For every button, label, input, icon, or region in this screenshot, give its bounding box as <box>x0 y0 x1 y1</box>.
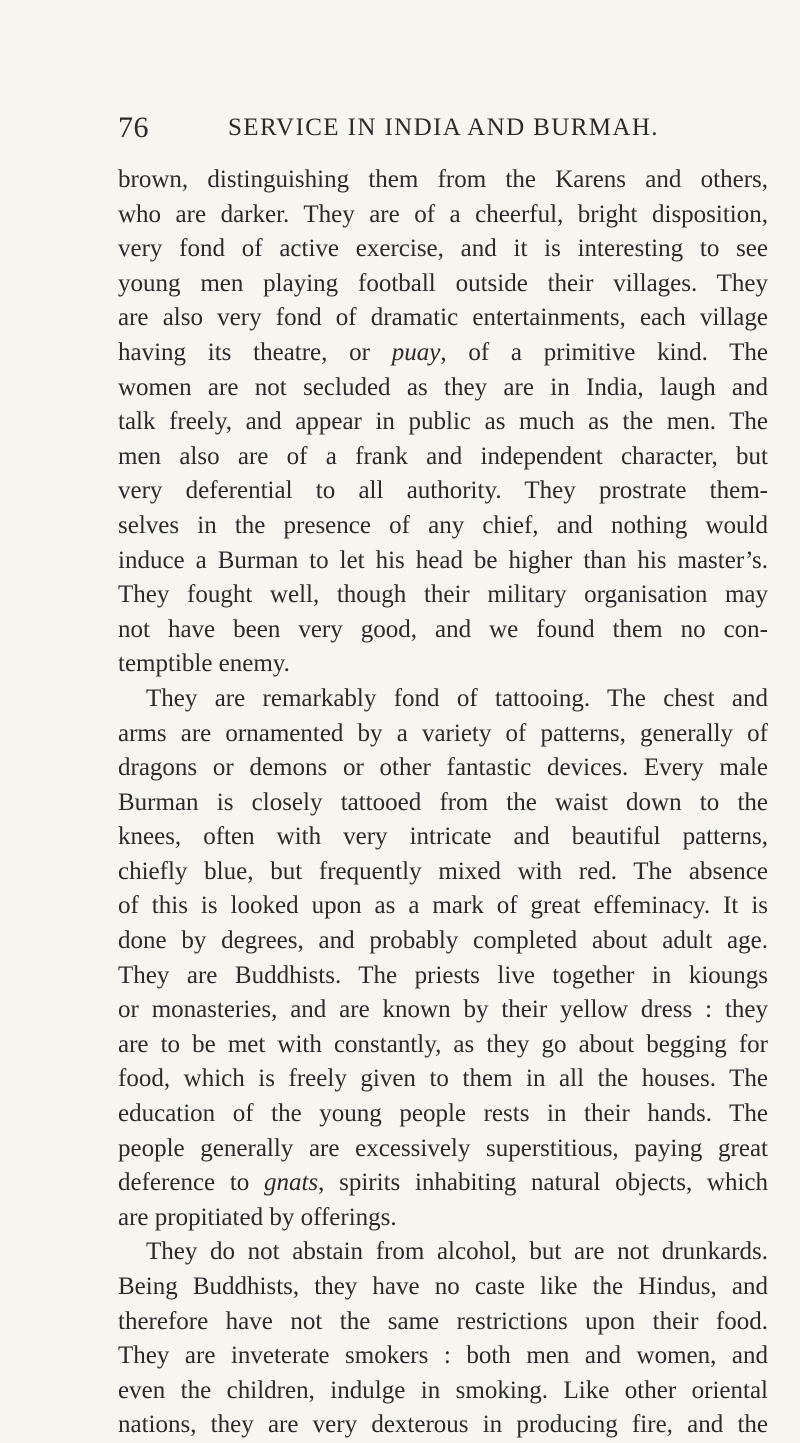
text-span: , of a primitive kind. The <box>440 338 769 366</box>
text-line: people generally are excessively superstitious, paying great <box>118 1134 768 1162</box>
text-line: knees, often with very intricate and beautiful patterns, <box>118 823 768 851</box>
text-line: selves in the presence of any chief, and nothing would <box>118 511 768 539</box>
text-line <box>118 1166 768 1201</box>
text-line: arms are ornamented by a variety of patterns, generally of <box>118 719 768 747</box>
text-line: of this is looked upon as a mark of great effeminacy. It is <box>118 892 768 920</box>
text-line: very fond of active exercise, and it is interesting to see <box>118 235 768 263</box>
text-line: even the children, indulge in smoking. Like other oriental <box>118 1376 768 1404</box>
text-line: They are inveterate smokers : both men and women, and <box>118 1342 768 1370</box>
text-span: deference to <box>118 1169 264 1197</box>
text-line: dragons or demons or other fantastic devices. Every male <box>118 754 768 782</box>
text-span: , spirits inhabiting natural objects, which <box>318 1169 768 1197</box>
page-number: 76 <box>118 111 149 144</box>
text-span: having its theatre, or <box>118 338 392 366</box>
text-line: not have been very good, and we found them no con- <box>118 615 768 643</box>
text-line: temptible enemy. <box>118 650 290 678</box>
text-line: They fought well, though their military organisation may <box>118 581 768 609</box>
text-line: Burman is closely tattooed from the waist down to the <box>118 788 768 816</box>
text-line: are to be met with constantly, as they go about begging for <box>118 1030 768 1058</box>
text-line: They do not abstain from alcohol, but are not drunkards. <box>146 1238 768 1266</box>
text-line: who are darker. They are of a cheerful, bright disposition, <box>118 200 768 228</box>
text-line: are propitiated by offerings. <box>118 1203 397 1231</box>
text-line <box>118 336 768 371</box>
text-line: nations, they are very dexterous in producing fire, and the <box>118 1411 768 1439</box>
text-line: food, which is freely given to them in all the houses. The <box>118 1065 768 1093</box>
body-text <box>118 163 768 1443</box>
italic-term-puay: puay <box>391 338 441 366</box>
text-line: are also very fond of dramatic entertainments, each village <box>118 304 768 332</box>
text-line: or monasteries, and are known by their yellow dress : they <box>118 996 768 1024</box>
text-line: young men playing football outside their villages. They <box>118 269 768 297</box>
text-line: They are Buddhists. The priests live together in kioungs <box>118 961 768 989</box>
text-line: women are not secluded as they are in India, laugh and <box>118 373 768 401</box>
text-line: done by degrees, and probably completed about adult age. <box>118 927 768 955</box>
running-head: SERVICE IN INDIA AND BURMAH. <box>228 114 659 141</box>
text-line: They are remarkably fond of tattooing. The chest and <box>146 684 768 712</box>
text-line: men also are of a frank and independent character, but <box>118 442 768 470</box>
text-line: education of the young people rests in their hands. The <box>118 1100 768 1128</box>
text-line: Being Buddhists, they have no caste like the Hindus, and <box>118 1273 768 1300</box>
text-line: chiefly blue, but frequently mixed with red. The absence <box>118 857 768 885</box>
text-line: induce a Burman to let his head be higher than his master’s. <box>118 546 768 574</box>
text-line: therefore have not the same restrictions upon their food. <box>118 1307 768 1335</box>
page-header <box>118 108 718 148</box>
text-line: talk freely, and appear in public as much as the men. The <box>118 408 768 436</box>
italic-term-gnats: gnats <box>263 1169 319 1197</box>
text-line: brown, distinguishing them from the Karens and others, <box>118 166 768 193</box>
text-line: very deferential to all authority. They prostrate them- <box>118 477 768 505</box>
